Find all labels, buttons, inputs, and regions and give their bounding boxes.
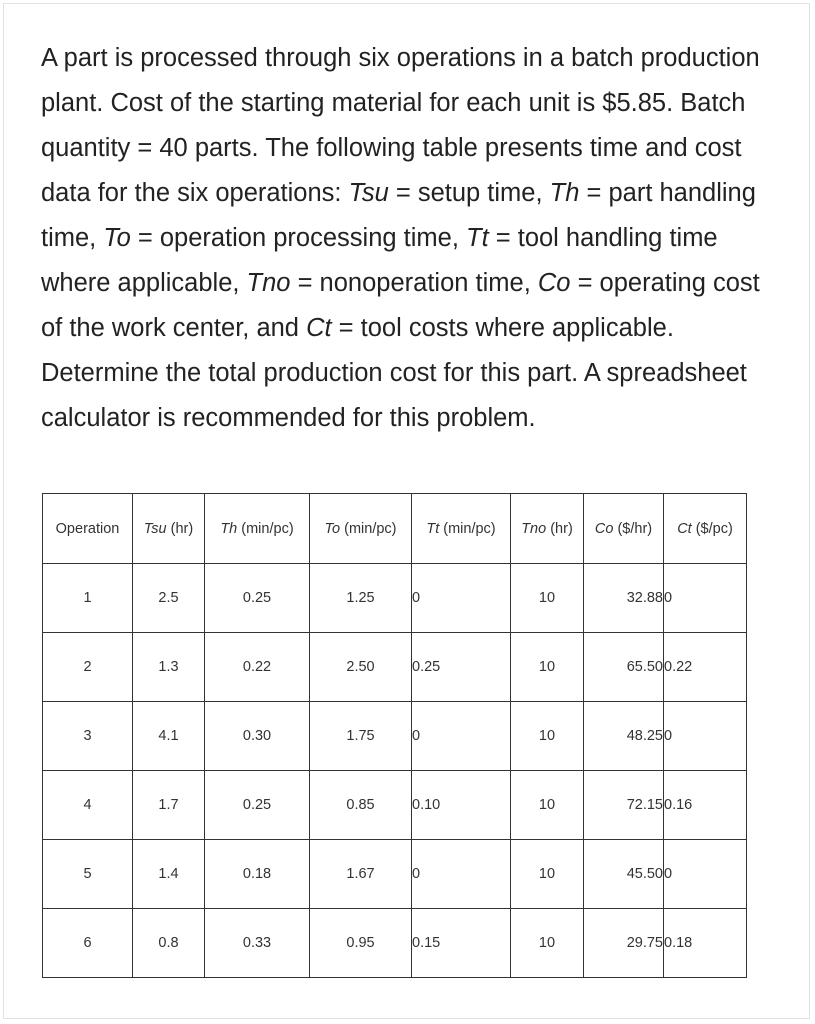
cell-co: 48.25 (584, 702, 664, 771)
cell-tt: 0 (412, 564, 511, 633)
cell-ct: 0.18 (664, 909, 747, 978)
cell-ct: 0.16 (664, 771, 747, 840)
cell-to: 0.95 (310, 909, 412, 978)
symbol-to: To (103, 224, 131, 252)
cell-to: 1.75 (310, 702, 412, 771)
symbol-co: Co (537, 269, 571, 297)
cell-tsu: 4.1 (133, 702, 205, 771)
cell-tt: 0.15 (412, 909, 511, 978)
cell-to: 2.50 (310, 633, 412, 702)
cell-co: 65.50 (584, 633, 664, 702)
symbol-ct: Ct (306, 314, 332, 342)
cell-to: 0.85 (310, 771, 412, 840)
table-row (43, 771, 747, 840)
cell-tno: 10 (511, 633, 584, 702)
table-row (43, 633, 747, 702)
table-row (43, 840, 747, 909)
definition-to: = operation processing time, (130, 224, 466, 252)
cell-tsu: 2.5 (133, 564, 205, 633)
definition-th: = part handling time, (41, 179, 756, 252)
cell-tt: 0.25 (412, 633, 511, 702)
cell-tno: 10 (511, 909, 584, 978)
cell-tno: 10 (511, 771, 584, 840)
cell-co: 72.15 (584, 771, 664, 840)
cell-th: 0.30 (205, 702, 310, 771)
cell-ct: 0.22 (664, 633, 747, 702)
cell-tt: 0 (412, 702, 511, 771)
cell-tt: 0 (412, 840, 511, 909)
cell-tsu: 1.7 (133, 771, 205, 840)
table-row (43, 564, 747, 633)
cell-tno: 10 (511, 840, 584, 909)
cell-th: 0.22 (205, 633, 310, 702)
header-co: Co ($/hr) (584, 494, 664, 564)
cell-tno: 10 (511, 564, 584, 633)
cell-operation: 3 (43, 702, 133, 771)
cell-tsu: 0.8 (133, 909, 205, 978)
header-operation: Operation (43, 494, 133, 564)
symbol-th: Th (549, 179, 580, 207)
cell-to: 1.25 (310, 564, 412, 633)
definition-ct: = tool costs where applicable. Determine the total production cost for this part. A spreadsheet calculator is recommended for this problem. (41, 314, 747, 432)
cell-ct: 0 (664, 564, 747, 633)
cell-co: 32.88 (584, 564, 664, 633)
header-th: Th (min/pc) (205, 494, 310, 564)
cell-to: 1.67 (310, 840, 412, 909)
cell-th: 0.18 (205, 840, 310, 909)
header-ct: Ct ($/pc) (664, 494, 747, 564)
problem-intro-text: A part is processed through six operations in a batch production plant. Cost of the starting material for each unit is $5.85. Batch quantity = 40 parts. The following table presents time and cost data for the six operations: (41, 44, 760, 207)
cell-operation: 2 (43, 633, 133, 702)
cell-co: 45.50 (584, 840, 664, 909)
definition-tt: = tool handling time where applicable, (41, 224, 718, 297)
header-to: To (min/pc) (310, 494, 412, 564)
symbol-tno: Tno (246, 269, 291, 297)
cell-tt: 0.10 (412, 771, 511, 840)
table-header-row (43, 494, 747, 564)
table-row (43, 909, 747, 978)
definition-tsu: = setup time, (388, 179, 550, 207)
header-tsu: Tsu (hr) (133, 494, 205, 564)
symbol-tsu: Tsu (348, 179, 389, 207)
cell-operation: 4 (43, 771, 133, 840)
cell-tno: 10 (511, 702, 584, 771)
cell-tsu: 1.4 (133, 840, 205, 909)
operations-table (42, 493, 747, 978)
cell-operation: 1 (43, 564, 133, 633)
cell-th: 0.33 (205, 909, 310, 978)
definition-tno: = nonoperation time, (290, 269, 538, 297)
cell-operation: 5 (43, 840, 133, 909)
header-tt: Tt (min/pc) (412, 494, 511, 564)
symbol-tt: Tt (466, 224, 489, 252)
cell-th: 0.25 (205, 771, 310, 840)
cell-ct: 0 (664, 840, 747, 909)
definition-co: = operating cost of the work center, and (41, 269, 760, 342)
table-row (43, 702, 747, 771)
cell-operation: 6 (43, 909, 133, 978)
cell-co: 29.75 (584, 909, 664, 978)
cell-th: 0.25 (205, 564, 310, 633)
cell-ct: 0 (664, 702, 747, 771)
cell-tsu: 1.3 (133, 633, 205, 702)
problem-statement (41, 36, 781, 441)
header-tno: Tno (hr) (511, 494, 584, 564)
